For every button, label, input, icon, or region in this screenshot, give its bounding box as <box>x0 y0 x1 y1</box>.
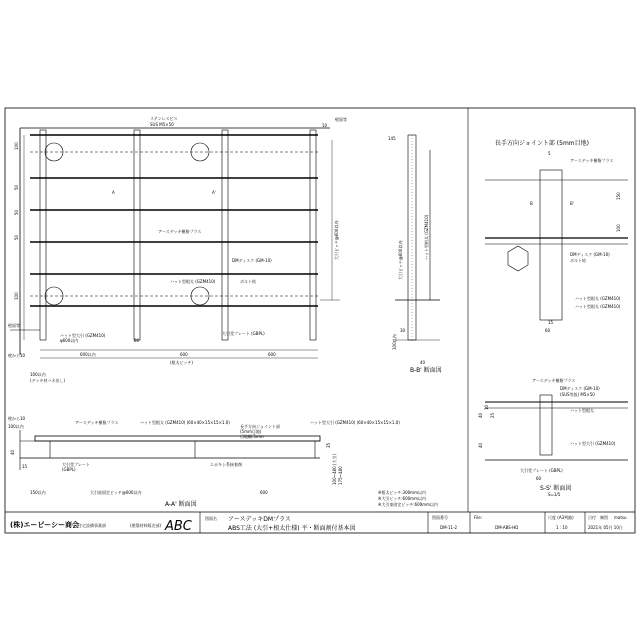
plan-80-dim: 80 <box>134 338 140 343</box>
note-line-3: ※大引束固定ピッチ:600mm以内 <box>378 502 438 507</box>
aa-dim-left: 150以内 <box>30 490 46 495</box>
aa-dim-h-right: 175~480 <box>338 466 343 485</box>
plan-dim-bottom-mid: 600 <box>180 352 188 357</box>
company-note: (建築材料販売部) <box>130 523 162 528</box>
aa-bolt-label: エポキシ系接着剤 <box>210 462 242 467</box>
joint-joist-label: ハット型根太 (GZM410) <box>575 296 621 301</box>
joint-title: 長手方向ジョイント部 (5mm目地) <box>495 140 589 147</box>
aa-dim-right: 600 <box>260 490 268 495</box>
joint-detail <box>485 139 628 333</box>
plan-post-label: ハット型大引 (GZM410) <box>60 333 106 338</box>
title-block <box>10 512 627 534</box>
plan-pitch-note: (根太ピッチ) <box>170 360 193 365</box>
aa-joint-label2: (5mm目地) <box>240 429 262 434</box>
ss-dim-60: 60 <box>536 476 542 481</box>
aa-dim-h-range: 100~480 (大引) <box>332 453 337 485</box>
drawing-name-label: 図面名 <box>205 516 217 521</box>
aa-plate-label2: (GBPL) <box>62 467 76 472</box>
bb-dim-40: 40 <box>420 360 426 365</box>
aa-joist-label: ハット型根太 (GZM410) (60×40×15×15×1.0) <box>140 420 230 425</box>
bb-title: B-B' 断面図 <box>410 367 442 374</box>
company-logo: ABC <box>165 519 192 534</box>
aa-edge-label: 壁から10 <box>8 416 26 421</box>
plan-dim-v-label: 大引ピッチ@600以内 <box>334 220 339 260</box>
drawing-no-label: 図面番号 <box>432 515 448 520</box>
joint-mark-b2: B' <box>570 201 574 206</box>
plan-bottom-sub: 100以内 <box>30 372 46 377</box>
joint-mark-b: B <box>530 201 533 206</box>
bb-dim-v: 大引ピッチ@600以内 <box>398 240 403 280</box>
plan-eave-label: 壁面等 <box>335 117 347 122</box>
plan-left-dim-2: 50 <box>14 209 19 215</box>
aa-post-label: ハット型大引 (GZM410) (60×40×15×15×1.0) <box>310 420 400 425</box>
aa-dim-mid: 大引束固定ピッチ@600以内 <box>90 490 142 495</box>
date-value: 2021年 05月 10日 <box>588 525 623 530</box>
joint-deck2-label: ハット型根太 (GZM410) <box>575 304 621 309</box>
aa-plate-label: 大引受プレート <box>62 462 90 467</box>
company-dept: 住宅設備事業部 <box>78 523 106 528</box>
ss-title: S-S' 断面図 <box>540 485 572 492</box>
joint-dim-100: 100 <box>616 224 621 232</box>
author-value: matsu <box>614 515 627 520</box>
ss-dim-40b: 40 <box>478 442 483 448</box>
company-name: (株)エーピーシー商会 <box>10 521 79 529</box>
section-aa <box>8 415 400 508</box>
plan-left-dim-4: 100 <box>14 292 19 300</box>
bb-side: 100以内 <box>392 334 397 350</box>
date-label: 日付 <box>588 515 596 520</box>
screw-note: ステンレスビス <box>150 116 178 121</box>
plan-post-pitch: φ600以内 <box>60 338 79 343</box>
aa-deck-label: アースデッキ樹脂プラス <box>75 420 119 425</box>
plan-disc-label: DMディスク (GM-10) <box>232 258 272 263</box>
ss-deck-label: アースデッキ樹脂プラス <box>532 378 576 383</box>
plan-joist-label: ハット型根太 (GZM410) <box>170 279 216 284</box>
plan-eave2-label: 壁面等 <box>8 323 20 328</box>
drawing-no: DM-11-2 <box>440 525 458 530</box>
joint-dim-60: 60 <box>545 328 551 333</box>
ss-post-label: ハット型大引 (GZM410) <box>570 441 616 446</box>
drawing-name-1: アースデッキDMプラス <box>228 516 291 523</box>
joint-dim-150: 150 <box>616 192 621 200</box>
plan-left-dim-3: 50 <box>14 234 19 240</box>
aa-dim-v-left: 40 <box>10 449 15 455</box>
joint-disc-label: DMディスク (GM-10) <box>570 252 610 257</box>
plan-dim-bottom-right: 600 <box>268 352 276 357</box>
bb-dim-30: 30 <box>400 328 406 333</box>
aa-title: A-A' 断面図 <box>165 501 197 508</box>
plan-view <box>8 115 347 383</box>
joint-disc <box>508 246 528 271</box>
plan-bolt-label: ボルト結 <box>240 279 256 284</box>
scale-label: 尺度 (A3判縮) <box>548 515 574 520</box>
joint-bolt-label: ボルト結 <box>570 258 586 263</box>
joint-dim-15: 15 <box>548 320 554 325</box>
plan-mark-a: A <box>112 190 115 195</box>
plan-plate-label: 大引受プレート (GBPL) <box>222 331 265 336</box>
plan-left-dim-1: 50 <box>14 184 19 190</box>
bb-dim-n: 145 <box>388 136 396 141</box>
ss-dim-25: 25 <box>490 412 495 418</box>
plan-mark-a2: A' <box>212 190 216 195</box>
ss-joist-label: ハット型根太 <box>570 408 594 413</box>
ss-scale: S=1/5 <box>548 492 561 497</box>
section-bb <box>388 135 442 374</box>
joint-deck-label: アースデッキ樹脂プラス <box>570 158 614 163</box>
joists <box>40 130 316 340</box>
aa-dim-h-top: 35 <box>326 442 331 448</box>
ss-disc-label: DMディスク (GM-10) <box>560 386 600 391</box>
plan-10-dim: 10 <box>322 123 328 128</box>
plan-dim-bottom-left: 600以内 <box>80 352 96 357</box>
ss-dim-10: 10 <box>484 404 489 410</box>
plan-left-dim-0: 100 <box>14 142 19 150</box>
drawing-name-2: ABS工法 (大引+根太仕様) 平・断面割付基本図 <box>228 525 356 532</box>
plan-edge-label: 壁から10 <box>8 353 26 358</box>
aa-dim-under: 15 <box>22 464 28 469</box>
plan-bottom-note: (デッキ材ハネ出し) <box>30 378 66 383</box>
file-label: File: <box>474 515 483 520</box>
aa-left-top: 100以内 <box>8 424 24 429</box>
plan-deck-label: アースデッキ樹脂プラス <box>158 229 202 234</box>
ss-bolt-label: (SUS等級) M5×50 <box>560 392 595 397</box>
note-line-2: ※大引ピッチ:600mm以内 <box>378 496 426 501</box>
ss-dim-40: 40 <box>478 412 483 418</box>
aa-joint-label3: 目地幅:5mm <box>240 434 264 439</box>
section-ss <box>478 377 628 497</box>
aa-joint-label: 長手方向ジョイント部 <box>240 424 280 429</box>
scale-value: 1 : 10 <box>556 525 568 530</box>
bb-screw-label: ハット型根太 (GZM410) <box>424 214 429 260</box>
author-label: 制図 <box>600 515 608 520</box>
file-value: DM-ABS-HD <box>495 525 519 530</box>
note-line-1: ※根太ピッチ:300mm以内 <box>378 490 426 495</box>
screw-size: SUS M5×50 <box>150 122 174 127</box>
joint-dim-5: 5 <box>548 151 551 156</box>
notes <box>378 489 438 507</box>
ss-plate-label: 大引受プレート (GBPL) <box>520 468 563 473</box>
